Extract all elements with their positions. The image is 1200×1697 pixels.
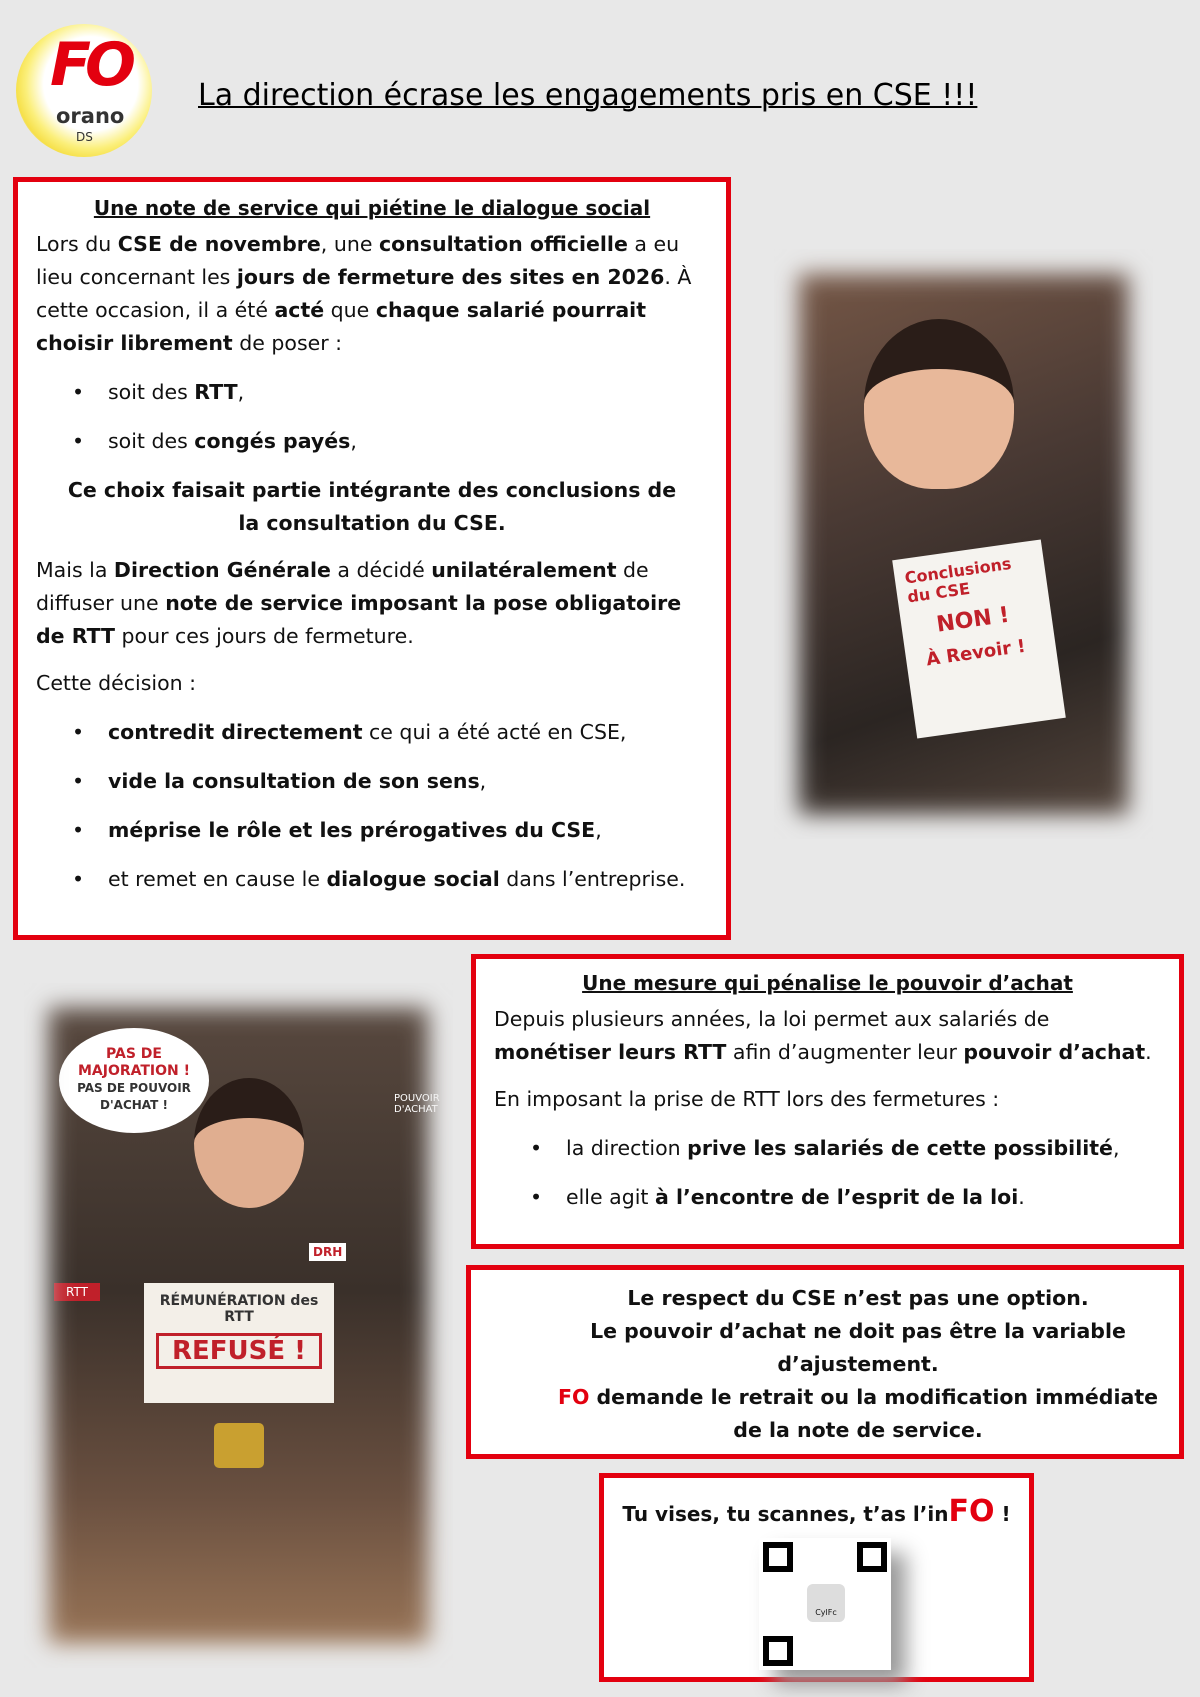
logo-company: orano [56, 104, 125, 128]
demand-line-3: FO demande le retrait ou la modification immédiate de la note de service. [557, 1385, 1159, 1442]
qr-finder [857, 1542, 887, 1572]
section2-paragraph1: Depuis plusieurs années, la loi permet aux salariés de monétiser leurs RTT afin d’augmenter leur pouvoir d’achat. [494, 1007, 1152, 1064]
qr-finder [763, 1636, 793, 1666]
bubble-text-2: PAS DE POUVOIR D'ACHAT ! [77, 1081, 191, 1112]
qr-center-logo: CylFc [807, 1584, 845, 1622]
bubble-text-1: PAS DE MAJORATION ! [77, 1046, 191, 1079]
section1-heading: Une note de service qui piétine le dialogue social [93, 196, 651, 220]
list-item: • méprise le rôle et les prérogatives du CSE, [36, 814, 708, 847]
list-item: • la direction prive les salariés de cette possibilité, [494, 1132, 1161, 1165]
list-item: • elle agit à l’encontre de l’esprit de la loi. [494, 1181, 1161, 1214]
paper-stamp-revoir: À Revoir ! [924, 635, 1027, 671]
logo-sub: DS [76, 130, 93, 144]
section1-paragraph2: Mais la Direction Générale a décidé unilatéralement de diffuser une note de service imposant la pose obligatoire de RTT pour ces jours de fermeture. [36, 558, 682, 648]
page-title: La direction écrase les engagements pris en CSE !!! [198, 78, 978, 113]
qr-code[interactable] [759, 1538, 891, 1670]
box-vignette [24, 983, 453, 1668]
list-item: • vide la consultation de son sens, [36, 765, 708, 798]
illustration-rtt-refused [24, 983, 453, 1668]
list-item: • soit des RTT, [36, 376, 708, 409]
section-closure-note [13, 177, 731, 940]
section1-paragraph3: Cette décision : [36, 671, 197, 695]
qr-finder [763, 1542, 793, 1572]
drh-badge: DRH [309, 1243, 346, 1261]
demand-line-2: Le pouvoir d’achat ne doit pas être la variable d’ajustement. [590, 1319, 1126, 1376]
section2-heading: Une mesure qui pénalise le pouvoir d’achat [582, 971, 1073, 995]
section2-list [494, 1132, 1161, 1214]
section-purchasing-power [471, 954, 1184, 1249]
section1-emphasis: Ce choix faisait partie intégrante des conclusions de la consultation du CSE. [67, 478, 677, 535]
box-vignette [774, 249, 1153, 839]
fo-logo [16, 24, 152, 157]
consequences-list [36, 716, 708, 896]
section-qr [599, 1473, 1034, 1682]
paper-stamp-non: NON ! [934, 602, 1011, 638]
options-list [36, 376, 708, 458]
list-item: • contredit directement ce qui a été acté en CSE, [36, 716, 708, 749]
logo-fo-text: FO [50, 30, 130, 100]
calendar-label: RTT [54, 1283, 100, 1301]
section-demands [466, 1265, 1184, 1459]
illustration-manager-rejecting-cse [774, 249, 1153, 839]
section1-paragraph1: Lors du CSE de novembre, une consultation officielle a eu lieu concernant les jours de fermeture des sites en 2026. À cette occasion, il a été acté que chaque salarié pourrait choisir librement de poser : [36, 232, 692, 355]
list-item: • soit des congés payés, [36, 425, 708, 458]
paper-title: Conclusions du CSE [903, 553, 1013, 607]
list-item: • et remet en cause le dialogue social dans l’entreprise. [36, 863, 708, 896]
demand-line-1: Le respect du CSE n’est pas une option. [627, 1286, 1089, 1310]
section2-paragraph2: En imposant la prise de RTT lors des fermetures : [494, 1087, 1000, 1111]
qr-caption: Tu vises, tu scannes, t’as l’inFO ! [622, 1494, 1011, 1529]
sign-text: RÉMUNÉRATION des RTT [159, 1293, 319, 1325]
sign-refused: REFUSÉ ! [156, 1333, 322, 1369]
chart-label: POUVOIR D'ACHAT [394, 1093, 440, 1115]
